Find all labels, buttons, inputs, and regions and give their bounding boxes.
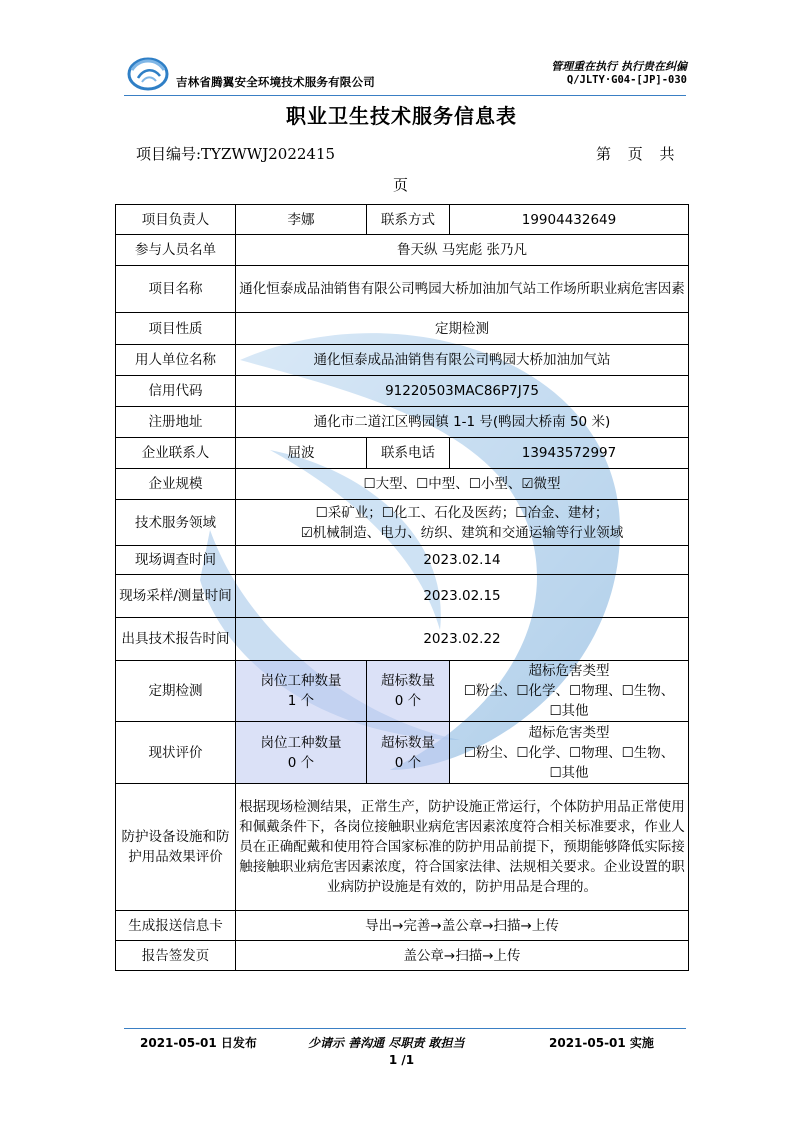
label-service-field: 技术服务领域 bbox=[116, 500, 236, 546]
value-report-sign: 盖公章→扫描→上传 bbox=[236, 941, 689, 971]
status-exceed-value: 0 个 bbox=[394, 754, 422, 771]
value-scale: ☐大型、☐中型、☐小型、☑微型 bbox=[236, 469, 689, 500]
header-divider bbox=[124, 95, 686, 96]
table-row bbox=[116, 313, 689, 345]
table-row bbox=[116, 941, 689, 971]
company-logo-icon bbox=[126, 52, 170, 92]
value-participants: 鲁天纵 马宪彪 张乃凡 bbox=[236, 235, 689, 266]
value-phone: 13943572997 bbox=[450, 438, 689, 469]
label-sampling-date: 现场采样/测量时间 bbox=[116, 575, 236, 618]
table-row bbox=[116, 376, 689, 407]
page-info-continued: 页 bbox=[393, 176, 409, 194]
value-info-card: 导出→完善→盖公章→扫描→上传 bbox=[236, 911, 689, 941]
periodic-exceed bbox=[367, 661, 450, 722]
label-info-card: 生成报送信息卡 bbox=[116, 911, 236, 941]
value-project-name: 通化恒泰成品油销售有限公司鸭园大桥加油加气站工作场所职业病危害因素 bbox=[236, 266, 689, 313]
label-contact: 联系方式 bbox=[367, 205, 450, 235]
periodic-hazard-line-2: ☐其他 bbox=[549, 703, 589, 719]
periodic-positions bbox=[236, 661, 367, 722]
label-survey-date: 现场调查时间 bbox=[116, 546, 236, 575]
label-periodic-detection: 定期检测 bbox=[116, 661, 236, 722]
page-info: 第 页 共 bbox=[596, 145, 681, 163]
periodic-exceed-label: 超标数量 bbox=[381, 673, 435, 689]
label-participants: 参与人员名单 bbox=[116, 235, 236, 266]
label-phone: 联系电话 bbox=[367, 438, 450, 469]
service-field-line-1: ☐采矿业；☐化工、石化及医药；☐冶金、建材； bbox=[315, 504, 609, 521]
value-project-nature: 定期检测 bbox=[236, 313, 689, 345]
value-address: 通化市二道江区鸭园镇 1-1 号(鸭园大桥南 50 米) bbox=[236, 407, 689, 438]
status-exceed bbox=[367, 722, 450, 784]
periodic-hazard-label: 超标危害类型 bbox=[528, 663, 610, 679]
status-hazard-label: 超标危害类型 bbox=[528, 724, 610, 741]
label-report-sign: 报告签发页 bbox=[116, 941, 236, 971]
periodic-exceed-value: 0 个 bbox=[394, 693, 422, 709]
table-row bbox=[116, 345, 689, 376]
status-hazard-line-2: ☐其他 bbox=[549, 764, 589, 781]
table-row bbox=[116, 500, 689, 546]
value-survey-date: 2023.02.14 bbox=[236, 546, 689, 575]
value-employer: 通化恒泰成品油销售有限公司鸭园大桥加油加气站 bbox=[236, 345, 689, 376]
issue-date: 2021-05-01 日发布 bbox=[140, 1036, 257, 1050]
footer-divider bbox=[124, 1028, 686, 1029]
label-project-leader: 项目负责人 bbox=[116, 205, 236, 235]
document-code: Q/JLTY·G04-[JP]-030 bbox=[566, 74, 687, 86]
value-enterprise-contact: 屈波 bbox=[236, 438, 367, 469]
company-name: 吉林省腾翼安全环境技术服务有限公司 bbox=[176, 75, 375, 89]
table-row bbox=[116, 618, 689, 661]
effective-date: 2021-05-01 实施 bbox=[549, 1036, 654, 1050]
status-positions bbox=[236, 722, 367, 784]
footer-motto: 少请示 善沟通 尽职责 敢担当 bbox=[308, 1036, 465, 1050]
table-row bbox=[116, 722, 689, 784]
status-positions-value: 0 个 bbox=[287, 754, 315, 771]
periodic-hazard-line-1: ☐粉尘、☐化学、☐物理、☐生物、 bbox=[463, 683, 675, 699]
info-table bbox=[115, 204, 689, 971]
table-row bbox=[116, 407, 689, 438]
project-number: 项目编号:TYZWWJ2022415 bbox=[136, 145, 336, 163]
periodic-positions-value: 1 个 bbox=[287, 693, 315, 709]
table-row bbox=[116, 266, 689, 313]
label-project-name: 项目名称 bbox=[116, 266, 236, 313]
label-enterprise-contact: 企业联系人 bbox=[116, 438, 236, 469]
status-hazard-line-1: ☐粉尘、☐化学、☐物理、☐生物、 bbox=[463, 744, 675, 761]
label-project-nature: 项目性质 bbox=[116, 313, 236, 345]
table-row bbox=[116, 235, 689, 266]
value-project-leader: 李娜 bbox=[236, 205, 367, 235]
value-sampling-date: 2023.02.15 bbox=[236, 575, 689, 618]
table-row bbox=[116, 438, 689, 469]
table-row bbox=[116, 575, 689, 618]
table-row bbox=[116, 661, 689, 722]
value-service-field bbox=[236, 500, 689, 546]
label-credit-code: 信用代码 bbox=[116, 376, 236, 407]
table-row bbox=[116, 205, 689, 235]
label-address: 注册地址 bbox=[116, 407, 236, 438]
table-row bbox=[116, 469, 689, 500]
periodic-positions-label: 岗位工种数量 bbox=[260, 673, 342, 689]
label-report-date: 出具技术报告时间 bbox=[116, 618, 236, 661]
value-contact: 19904432649 bbox=[450, 205, 689, 235]
table-row bbox=[116, 784, 689, 911]
status-positions-label: 岗位工种数量 bbox=[260, 734, 342, 751]
table-row bbox=[116, 546, 689, 575]
table-row bbox=[116, 911, 689, 941]
value-protection-evaluation: 根据现场检测结果，正常生产，防护设施正常运行，个体防护用品正常使用和佩戴条件下，各岗位接触职业病危害因素浓度符合相关标准要求，作业人员在正确配戴和使用符合国家标准的防护用品前提下，预期能够降低实际接触接触职业病危害因素浓度，符合国家法律、法规相关要求。企业设置的职业病防护设施是有效的，防护用品是合理的。 bbox=[236, 784, 689, 911]
value-report-date: 2023.02.22 bbox=[236, 618, 689, 661]
page-number: 1 /1 bbox=[388, 1053, 415, 1067]
service-field-line-2: ☑机械制造、电力、纺织、建筑和交通运输等行业领域 bbox=[300, 524, 624, 541]
page-title: 职业卫生技术服务信息表 bbox=[286, 104, 517, 128]
status-hazard-types bbox=[450, 722, 689, 784]
status-exceed-label: 超标数量 bbox=[381, 734, 435, 751]
header-slogan: 管理重在执行 执行贵在纠偏 bbox=[551, 60, 687, 73]
label-protection-evaluation: 防护设备设施和防护用品效果评价 bbox=[116, 784, 236, 911]
periodic-hazard-types bbox=[450, 661, 689, 722]
label-status-evaluation: 现状评价 bbox=[116, 722, 236, 784]
value-credit-code: 91220503MAC86P7J75 bbox=[236, 376, 689, 407]
label-scale: 企业规模 bbox=[116, 469, 236, 500]
label-employer: 用人单位名称 bbox=[116, 345, 236, 376]
